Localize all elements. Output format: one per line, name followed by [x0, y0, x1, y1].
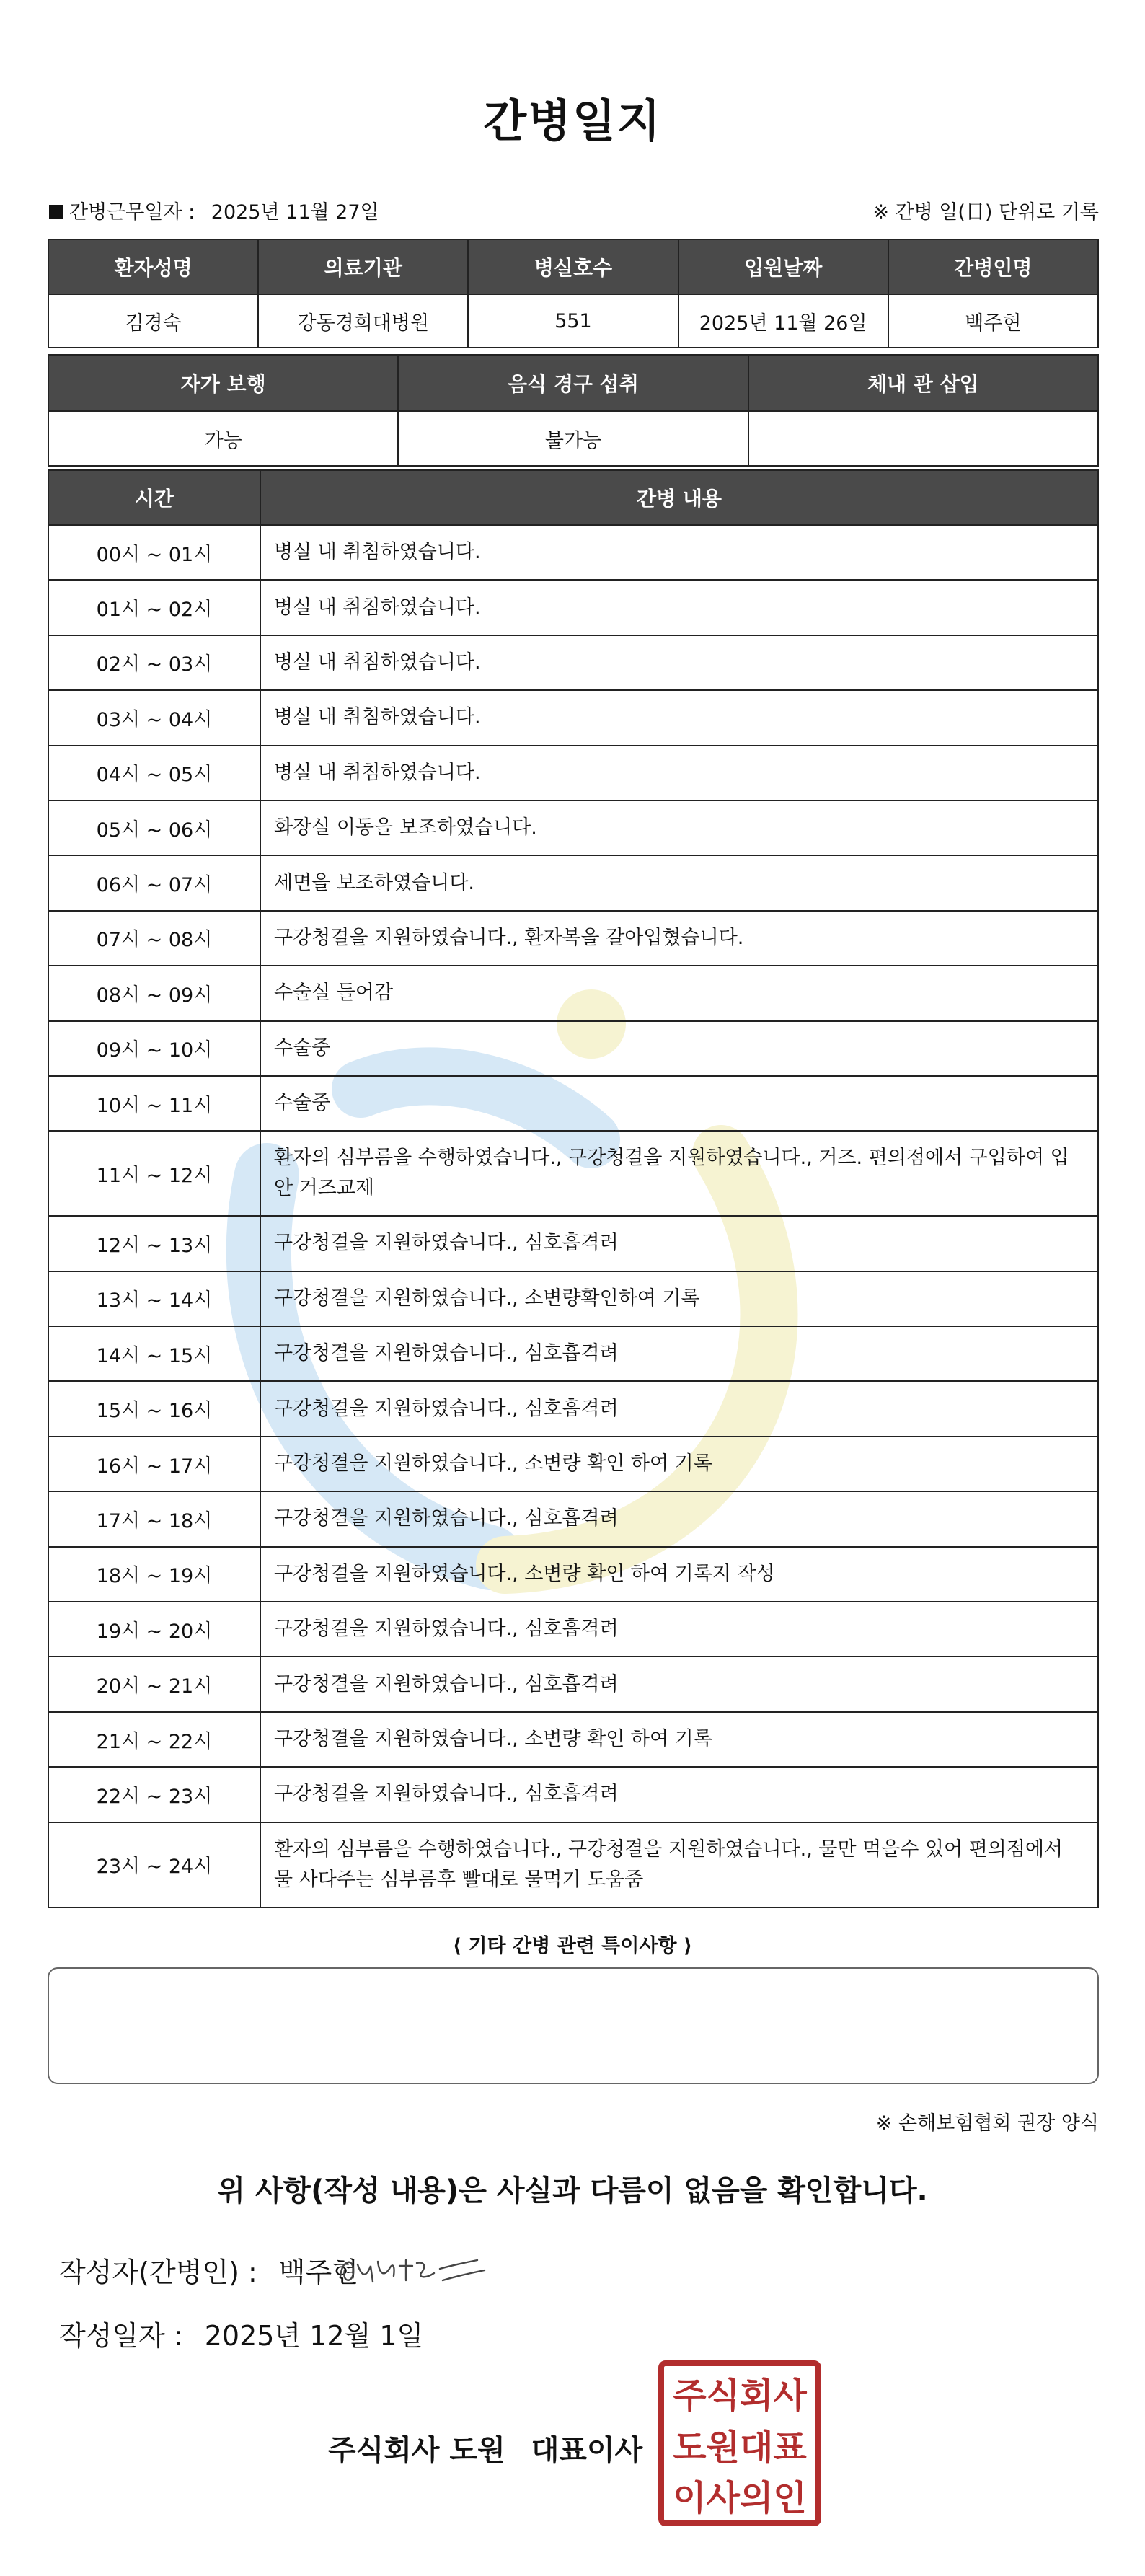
- header-room-number: 병실호수: [468, 239, 678, 294]
- patient-name: 김경숙: [48, 294, 258, 348]
- log-content: 구강청결을 지원하였습니다., 심호흡격려: [260, 1216, 1098, 1271]
- company-line: [328, 2427, 642, 2469]
- confirmation-statement: 위 사항(작성 내용)은 사실과 다름이 없음을 확인합니다.: [217, 2174, 928, 2207]
- log-time: 00시 ~ 01시: [48, 525, 260, 580]
- log-content: 수술실 들어감: [260, 966, 1098, 1020]
- log-time: 15시 ~ 16시: [48, 1381, 260, 1436]
- table-row: [48, 1767, 1098, 1822]
- footnote: ※ 손해보험협회 권장 양식: [875, 2112, 1099, 2135]
- log-content: 구강청결을 지원하였습니다., 심호흡격려: [260, 1491, 1098, 1546]
- header-self-walking: 자가 보행: [48, 355, 398, 411]
- document-title: 간병일지: [483, 94, 662, 147]
- notes-title: ⟨ 기타 간병 관련 특이사항 ⟩: [452, 1935, 693, 1957]
- log-content: 구강청결을 지원하였습니다., 소변량 확인 하여 기록지 작성: [260, 1547, 1098, 1602]
- log-content: 구강청결을 지원하였습니다., 심호흡격려: [260, 1381, 1098, 1436]
- table-header-row: [48, 239, 1098, 294]
- log-time: 19시 ~ 20시: [48, 1602, 260, 1657]
- date-label: 작성일자 :: [59, 2320, 183, 2352]
- company-name: 주식회사 도원: [328, 2434, 505, 2467]
- log-content: 구강청결을 지원하였습니다., 소변량 확인 하여 기록: [260, 1437, 1098, 1491]
- table-row: [48, 1326, 1098, 1381]
- writer-row: [59, 2250, 358, 2290]
- caregiver-name: 백주현: [888, 294, 1098, 348]
- log-content: 병실 내 취침하였습니다.: [260, 690, 1098, 745]
- header-caregiver-name: 간병인명: [888, 239, 1098, 294]
- log-content: 세면을 보조하였습니다.: [260, 855, 1098, 910]
- date-row: [59, 2313, 423, 2353]
- table-header-row: [48, 355, 1098, 411]
- table-row: [48, 1437, 1098, 1491]
- table-row: [48, 635, 1098, 690]
- table-row: [48, 1381, 1098, 1436]
- table-row: [48, 911, 1098, 966]
- log-content: 구강청결을 지원하였습니다., 심호흡격려: [260, 1602, 1098, 1657]
- notes-box[interactable]: [48, 1967, 1099, 2084]
- patient-info-table: [48, 239, 1099, 348]
- header-patient-name: 환자성명: [48, 239, 258, 294]
- svg-text:이사의인: 이사의인: [673, 2478, 807, 2518]
- log-content: 구강청결을 지원하였습니다., 심호흡격려: [260, 1326, 1098, 1381]
- log-content: 병실 내 취침하였습니다.: [260, 525, 1098, 580]
- log-time: 13시 ~ 14시: [48, 1271, 260, 1326]
- log-content: 구강청결을 지원하였습니다., 소변량확인하여 기록: [260, 1271, 1098, 1326]
- log-content: 병실 내 취침하였습니다.: [260, 635, 1098, 690]
- log-time: 18시 ~ 19시: [48, 1547, 260, 1602]
- log-content: 구강청결을 지원하였습니다., 환자복을 갈아입혔습니다.: [260, 911, 1098, 966]
- writer-name: 백주현: [278, 2257, 358, 2288]
- table-row: [48, 1822, 1098, 1907]
- hospital-name: 강동경희대병원: [258, 294, 468, 348]
- table-row: [48, 1216, 1098, 1271]
- self-walking-value: 가능: [48, 411, 398, 466]
- table-row: [48, 1076, 1098, 1131]
- log-content: 병실 내 취침하였습니다.: [260, 580, 1098, 635]
- header-tube-insertion: 체내 관 삽입: [748, 355, 1098, 411]
- log-content: 구강청결을 지원하였습니다., 소변량 확인 하여 기록: [260, 1712, 1098, 1767]
- table-row: [48, 1712, 1098, 1767]
- svg-text:주식회사: 주식회사: [673, 2376, 807, 2416]
- table-row: [48, 580, 1098, 635]
- table-header-row: [48, 470, 1098, 525]
- meta-row: [49, 196, 1099, 225]
- admission-date: 2025년 11월 26일: [678, 294, 888, 348]
- handwritten-signature: [333, 2244, 535, 2295]
- table-row: [48, 1021, 1098, 1076]
- writer-label: 작성자(간병인) :: [59, 2257, 257, 2288]
- log-time: 12시 ~ 13시: [48, 1216, 260, 1271]
- table-row: [48, 525, 1098, 580]
- log-time: 06시 ~ 07시: [48, 855, 260, 910]
- table-row: [48, 746, 1098, 800]
- log-content: 수술중: [260, 1021, 1098, 1076]
- table-row: [48, 966, 1098, 1020]
- log-time: 02시 ~ 03시: [48, 635, 260, 690]
- care-log-table: [48, 469, 1099, 1908]
- work-date-label: 간병근무일자 :: [69, 201, 195, 224]
- header-hospital: 의료기관: [258, 239, 468, 294]
- table-row: [48, 411, 1098, 466]
- patient-status-table: [48, 354, 1099, 467]
- table-row: [48, 294, 1098, 348]
- tube-insertion-value: [748, 411, 1098, 466]
- log-content: 구강청결을 지원하였습니다., 심호흡격려: [260, 1657, 1098, 1711]
- header-oral-intake: 음식 경구 섭취: [398, 355, 748, 411]
- log-time: 22시 ~ 23시: [48, 1767, 260, 1822]
- work-date-value: 2025년 11월 27일: [211, 201, 379, 224]
- company-seal-stamp: [658, 2360, 822, 2527]
- log-time: 08시 ~ 09시: [48, 966, 260, 1020]
- table-row: [48, 1271, 1098, 1326]
- log-time: 09시 ~ 10시: [48, 1021, 260, 1076]
- log-content: 화장실 이동을 보조하였습니다.: [260, 800, 1098, 855]
- written-date: 2025년 12월 1일: [204, 2320, 424, 2352]
- header-care-content: 간병 내용: [260, 470, 1098, 525]
- log-time: 04시 ~ 05시: [48, 746, 260, 800]
- log-content: 수술중: [260, 1076, 1098, 1131]
- log-time: 10시 ~ 11시: [48, 1076, 260, 1131]
- table-row: [48, 1491, 1098, 1546]
- log-content: 병실 내 취침하였습니다.: [260, 746, 1098, 800]
- table-row: [48, 1131, 1098, 1216]
- table-row: [48, 855, 1098, 910]
- table-row: [48, 690, 1098, 745]
- log-time: 03시 ~ 04시: [48, 690, 260, 745]
- svg-text:도원대표: 도원대표: [673, 2427, 807, 2468]
- log-time: 14시 ~ 15시: [48, 1326, 260, 1381]
- room-number: 551: [468, 294, 678, 348]
- log-time: 21시 ~ 22시: [48, 1712, 260, 1767]
- log-content: 구강청결을 지원하였습니다., 심호흡격려: [260, 1767, 1098, 1822]
- work-date: [49, 196, 379, 224]
- log-time: 16시 ~ 17시: [48, 1437, 260, 1491]
- header-admission-date: 입원날짜: [678, 239, 888, 294]
- table-row: [48, 1657, 1098, 1711]
- log-time: 17시 ~ 18시: [48, 1491, 260, 1546]
- log-content: 환자의 심부름을 수행하였습니다., 구강청결을 지원하였습니다., 거즈. 편의점에서 구입하여 입안 거즈교제: [260, 1131, 1098, 1216]
- log-content: 환자의 심부름을 수행하였습니다., 구강청결을 지원하였습니다., 물만 먹을수 있어 편의점에서 물 사다주는 심부름후 빨대로 물먹기 도움줌: [260, 1822, 1098, 1907]
- company-representative: 대표이사: [531, 2434, 643, 2467]
- oral-intake-value: 불가능: [398, 411, 748, 466]
- record-note: ※ 간병 일(日) 단위로 기록: [872, 201, 1099, 224]
- square-bullet-icon: [49, 205, 63, 219]
- table-row: [48, 1602, 1098, 1657]
- log-time: 11시 ~ 12시: [48, 1131, 260, 1216]
- header-time: 시간: [48, 470, 260, 525]
- log-time: 23시 ~ 24시: [48, 1822, 260, 1907]
- log-time: 20시 ~ 21시: [48, 1657, 260, 1711]
- table-row: [48, 1547, 1098, 1602]
- log-time: 01시 ~ 02시: [48, 580, 260, 635]
- table-row: [48, 800, 1098, 855]
- log-time: 05시 ~ 06시: [48, 800, 260, 855]
- log-time: 07시 ~ 08시: [48, 911, 260, 966]
